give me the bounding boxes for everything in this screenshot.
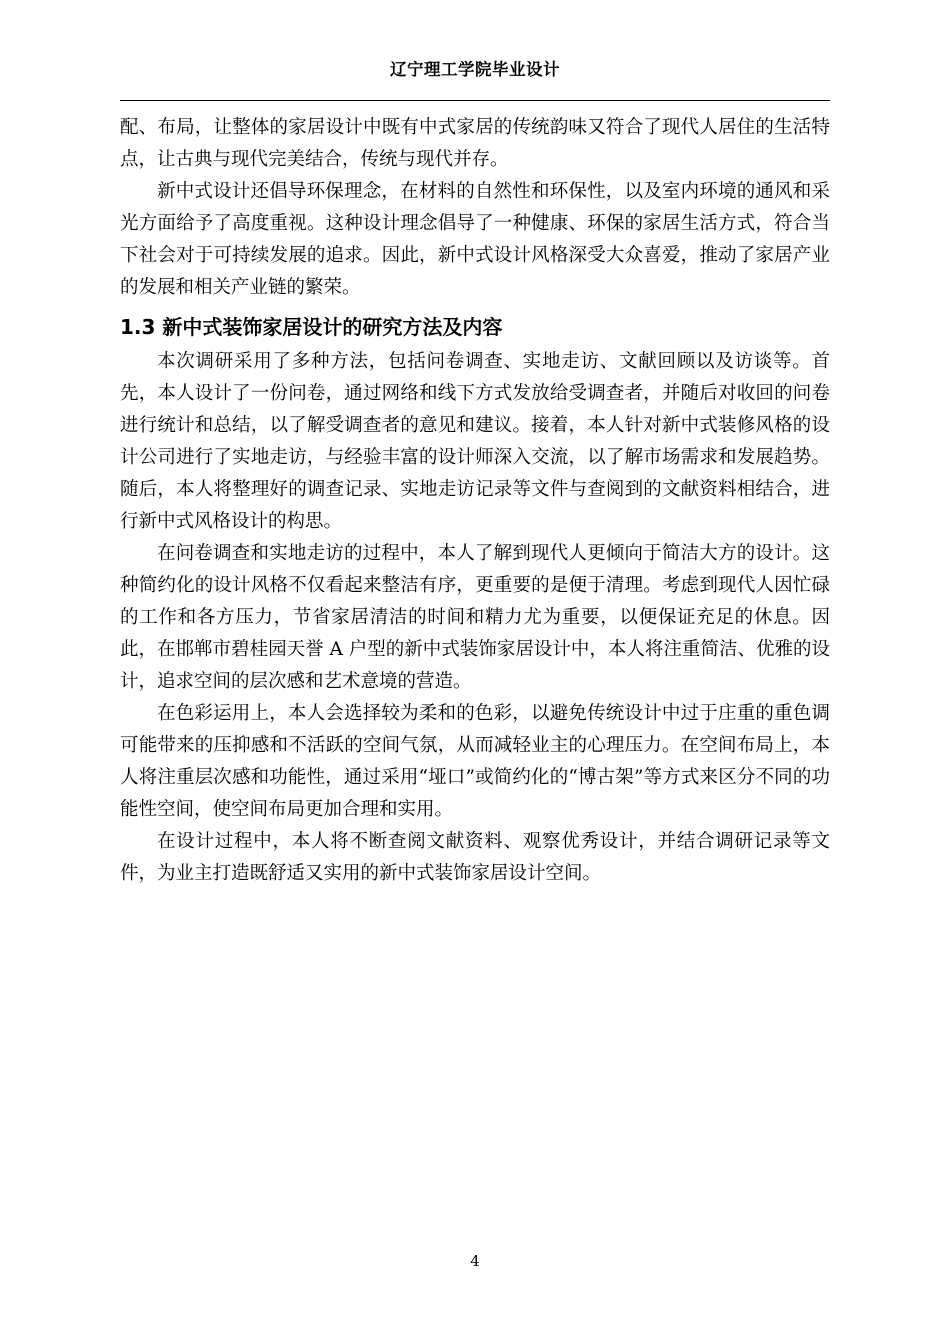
page-header: 辽宁理工学院毕业设计 <box>390 60 560 79</box>
paragraph: 在问卷调查和实地走访的过程中，本人了解到现代人更倾向于简洁大方的设计。这种简约化的设计风格不仅看起来整洁有序，更重要的是便于清理。考虑到现代人因忙碌的工作和各方压力，节省家居清洁的时间和精力尤为重要，以便保证充足的休息。因此，在邯郸市碧桂园天誉 A 户型的新中式装饰家居设计中，本人将注重简洁、优雅的设计，追求空间的层次感和艺术意境的营造。 <box>120 543 830 692</box>
header-divider <box>120 100 830 101</box>
paragraph: 新中式设计还倡导环保理念，在材料的自然性和环保性，以及室内环境的通风和采光方面给予了高度重视。这种设计理念倡导了一种健康、环保的家居生活方式，符合当下社会对于可持续发展的追求。因此，新中式设计风格深受大众喜爱，推动了家居产业的发展和相关产业链的繁荣。 <box>120 181 830 298</box>
paragraph: 在设计过程中，本人将不断查阅文献资料、观察优秀设计，并结合调研记录等文件，为业主打造既舒适又实用的新中式装饰家居设计空间。 <box>120 831 830 884</box>
paragraph: 本次调研采用了多种方法，包括问卷调查、实地走访、文献回顾以及访谈等。首先，本人设计了一份问卷，通过网络和线下方式发放给受调查者，并随后对收回的问卷进行统计和总结，以了解受调查者的意见和建议。接着，本人针对新中式装修风格的设计公司进行了实地走访，与经验丰富的设计师深入交流，以了解市场需求和发展趋势。随后，本人将整理好的调查记录、实地走访记录等文件与查阅到的文献资料相结合，进行新中式风格设计的构思。 <box>120 351 830 532</box>
paragraph: 在色彩运用上，本人会选择较为柔和的色彩，以避免传统设计中过于庄重的重色调可能带来的压抑感和不活跃的空间气氛，从而减轻业主的心理压力。在空间布局上，本人将注重层次感和功能性，通过采用“垭口”或简约化的“博古架”等方式来区分不同的功能性空间，使空间布局更加合理和实用。 <box>120 703 830 820</box>
section-heading: 1.3 新中式装饰家居设计的研究方法及内容 <box>120 315 503 339</box>
document-body <box>120 112 830 890</box>
paragraph: 配、布局，让整体的家居设计中既有中式家居的传统韵味又符合了现代人居住的生活特点，让古典与现代完美结合，传统与现代并存。 <box>120 117 830 170</box>
page-number: 4 <box>470 1252 480 1270</box>
